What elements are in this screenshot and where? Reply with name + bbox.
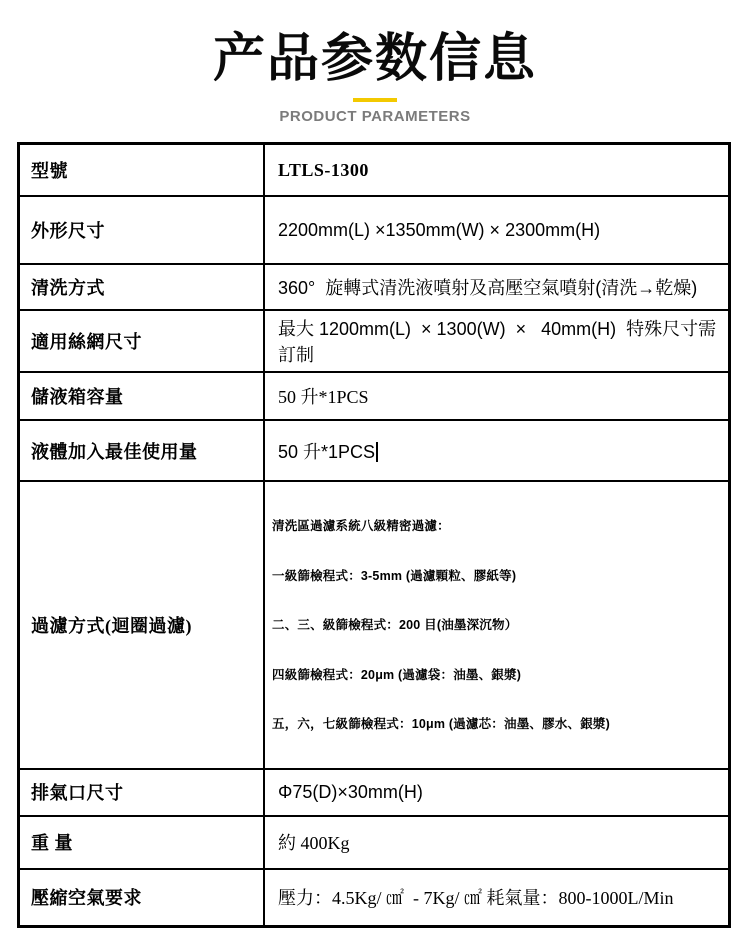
param-value: 最大 1200mm(L) × 1300(W) × 40mm(H) 特殊尺寸需訂制 bbox=[264, 310, 730, 372]
param-label: 壓縮空氣要求 bbox=[19, 869, 265, 927]
filter-line: 二、三、級篩檢程式：200 目(油墨深沉物） bbox=[272, 618, 518, 632]
page-subtitle: PRODUCT PARAMETERS bbox=[279, 108, 471, 126]
param-value-multiline bbox=[264, 481, 730, 769]
table-row-screen-size bbox=[19, 310, 730, 372]
table-row-tank-capacity bbox=[19, 372, 730, 420]
table-row-compressed-air bbox=[19, 869, 730, 927]
param-value-editable[interactable] bbox=[264, 420, 730, 481]
param-label: 排氣口尺寸 bbox=[19, 769, 265, 816]
text-cursor bbox=[376, 442, 378, 462]
filter-line: 四級篩檢程式：20μm (過濾袋：油墨、銀漿) bbox=[272, 667, 522, 682]
filter-line: 清洗區過濾系統八級精密過濾： bbox=[272, 519, 450, 533]
table-row-dimensions bbox=[19, 196, 730, 264]
param-value: 50 升*1PCS bbox=[264, 372, 730, 420]
param-label: 適用絲網尺寸 bbox=[19, 310, 265, 372]
table-row-weight bbox=[19, 816, 730, 869]
table-row-model bbox=[19, 144, 730, 197]
param-label: 儲液箱容量 bbox=[19, 372, 265, 420]
param-value: LTLS-1300 bbox=[264, 144, 730, 197]
filter-line: 五，六，七級篩檢程式：10μm (過濾芯：油墨、膠水、銀漿) bbox=[272, 717, 610, 731]
table-row-cleaning-method bbox=[19, 264, 730, 310]
param-value: 壓力：4.5Kg/ ㎠ - 7Kg/ ㎠ 耗氣量：800-1000L/Min bbox=[264, 869, 730, 927]
table-row-liquid-amount bbox=[19, 420, 730, 481]
param-value: 2200mm(L) ×1350mm(W) × 2300mm(H) bbox=[264, 196, 730, 264]
param-label: 清洗方式 bbox=[19, 264, 265, 310]
param-value: 360° 旋轉式清洗液噴射及高壓空氣噴射(清洗→乾燥) bbox=[264, 264, 730, 310]
param-value-text: 50 升*1PCS bbox=[278, 441, 376, 462]
param-value: 約 400Kg bbox=[264, 816, 730, 869]
param-value: Φ75(D)×30mm(H) bbox=[264, 769, 730, 816]
parameters-table bbox=[17, 142, 731, 928]
page-title: 产品参数信息 bbox=[212, 30, 537, 88]
param-label: 液體加入最佳使用量 bbox=[19, 420, 265, 481]
filter-line: 一級篩檢程式：3-5mm (過濾顆粒、膠紙等) bbox=[272, 568, 517, 583]
title-accent-bar bbox=[353, 98, 397, 102]
param-label: 過濾方式(迴圈過濾) bbox=[19, 481, 265, 769]
param-label: 外形尺寸 bbox=[19, 196, 265, 264]
page-header bbox=[0, 0, 750, 125]
table-row-filtration bbox=[19, 481, 730, 769]
param-label: 型號 bbox=[19, 144, 265, 197]
table-row-exhaust-size bbox=[19, 769, 730, 816]
param-label: 重 量 bbox=[19, 816, 265, 869]
